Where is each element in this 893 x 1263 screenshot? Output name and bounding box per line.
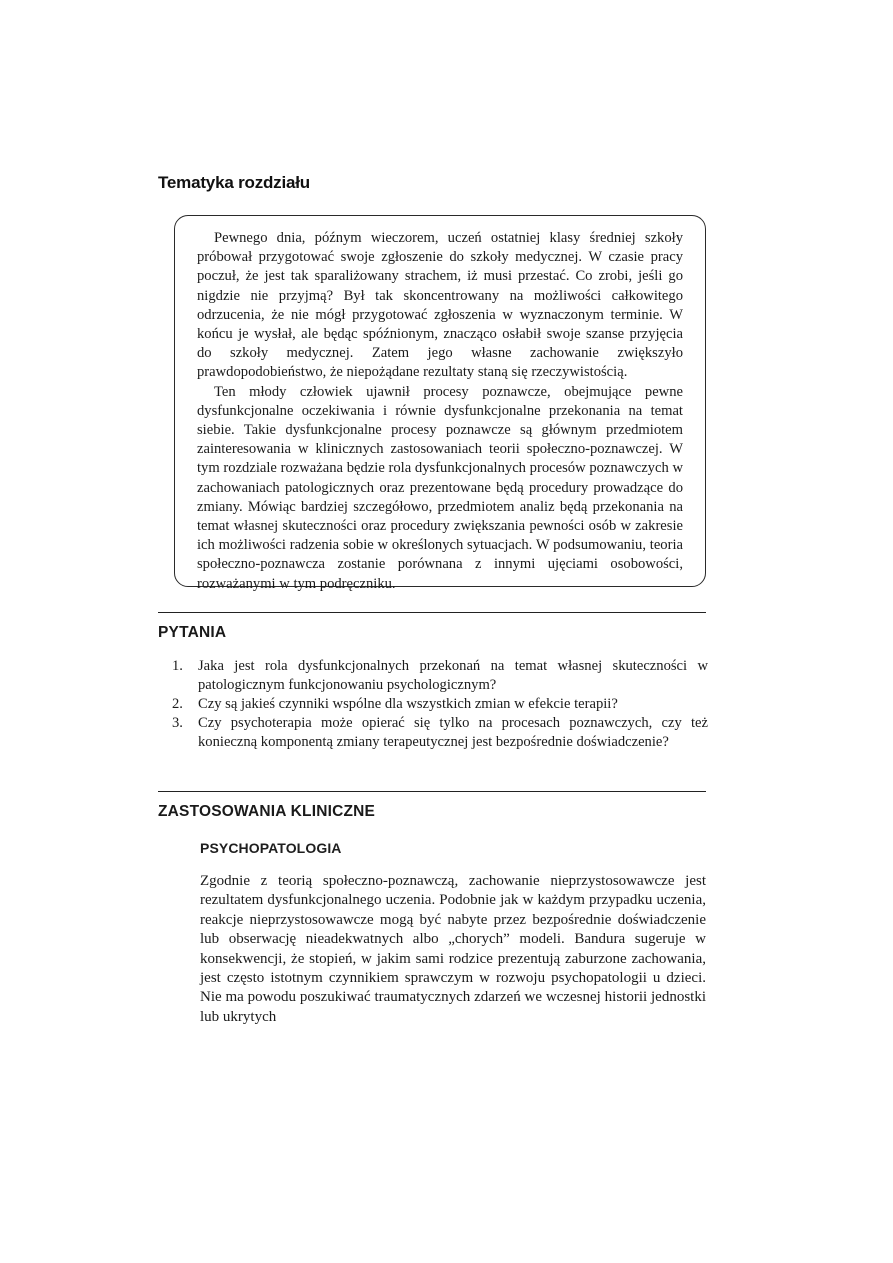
chapter-intro-box: [174, 215, 706, 592]
question-item: [172, 657, 708, 695]
intro-paragraph: Ten młody człowiek ujawnił procesy poznawcze, obejmujące pewne dysfunkcjonalne oczekiwania i równie dysfunkcjonalne przekonania na temat siebie. Takie dysfunkcjonalne procesy poznawcze są głównym przedmiotem zainteresowania w klinicznych zastosowaniach teorii społeczno-poznawczej. W tym rozdziale rozważana będzie rola dysfunkcjonalnych procesów poznawczych w zachowaniach patologicznych oraz prezentowane będą procedury prowadzące do zmiany. Mówiąc bardziej szczegółowo, przedmiotem analiz będą przekonania na temat własnej skuteczności oraz procedury zwiększania pewności osób w zakresie ich możliwości radzenia sobie w określonych sytuacjach. W podsumowaniu, teoria społeczno-poznawcza zostanie porównana z innymi ujęciami osobowości, rozważanymi w tym podręczniku.: [197, 383, 683, 592]
question-number: 3.: [172, 715, 183, 731]
question-item: [172, 695, 708, 714]
chapter-topic-heading: Tematyka rozdziału: [158, 173, 310, 192]
section-divider: [158, 791, 706, 792]
intro-paragraph: Pewnego dnia, późnym wieczorem, uczeń ostatniej klasy średniej szkoły próbował przygotować swoje zgłoszenie do szkoły medycznej. W czasie pracy poczuł, że jest tak sparaliżowany strachem, iż musi przestać. Co zrobi, jeśli go nigdzie nie przyjmą? Był tak skoncentrowany na możliwości całkowitego odrzucenia, że nie mógł przygotować zgłoszenia w wyznaczonym terminie. W końcu je wysłał, ale będąc spóźnionym, znacząco osłabił swoje szanse przyjęcia do szkoły medycznej. Zatem jego własne zachowanie zwiększyło prawdopodobieństwo, że niepożądane rezultaty staną się rzeczywistością.: [197, 230, 683, 381]
question-number: 1.: [172, 658, 183, 674]
clinical-applications-heading: ZASTOSOWANIA KLINICZNE: [158, 803, 376, 820]
questions-list: [172, 657, 708, 752]
section-divider: [158, 612, 706, 613]
question-number: 2.: [172, 696, 183, 712]
questions-heading: PYTANIA: [158, 624, 227, 641]
question-text: Czy są jakieś czynniki wspólne dla wszystkich zmian w efekcie terapii?: [198, 696, 618, 712]
body-paragraph: Zgodnie z teorią społeczno-poznawczą, zachowanie nieprzystosowawcze jest rezultatem dysfunkcjonalnego uczenia. Podobnie jak w każdym przypadku uczenia, reakcje nieprzystosowawcze mogą być nabyte przez bezpośrednie doświadczenie lub obserwację nieadekwatnych albo „chorych” modeli. Bandura sugeruje w konsekwencji, że stopień, w jakim sami rodzice prezentują zaburzone zachowania, jest często istotnym czynnikiem sprawczym w rozwoju psychopatologii u dzieci. Nie ma powodu poszukiwać traumatycznych zdarzeń we wczesnej historii jednostki lub ukrytych: [200, 873, 706, 1025]
question-text: Jaka jest rola dysfunkcjonalnych przekonań na temat własnej skuteczności w patologicznym funkcjonowaniu psychologicznym?: [198, 658, 708, 693]
question-text: Czy psychoterapia może opierać się tylko na procesach poznawczych, czy też konieczną komponentą zmiany terapeutycznej jest bezpośrednie doświadczenie?: [198, 715, 708, 750]
psychopathology-subheading: PSYCHOPATOLOGIA: [200, 840, 342, 856]
question-item: [172, 714, 708, 752]
